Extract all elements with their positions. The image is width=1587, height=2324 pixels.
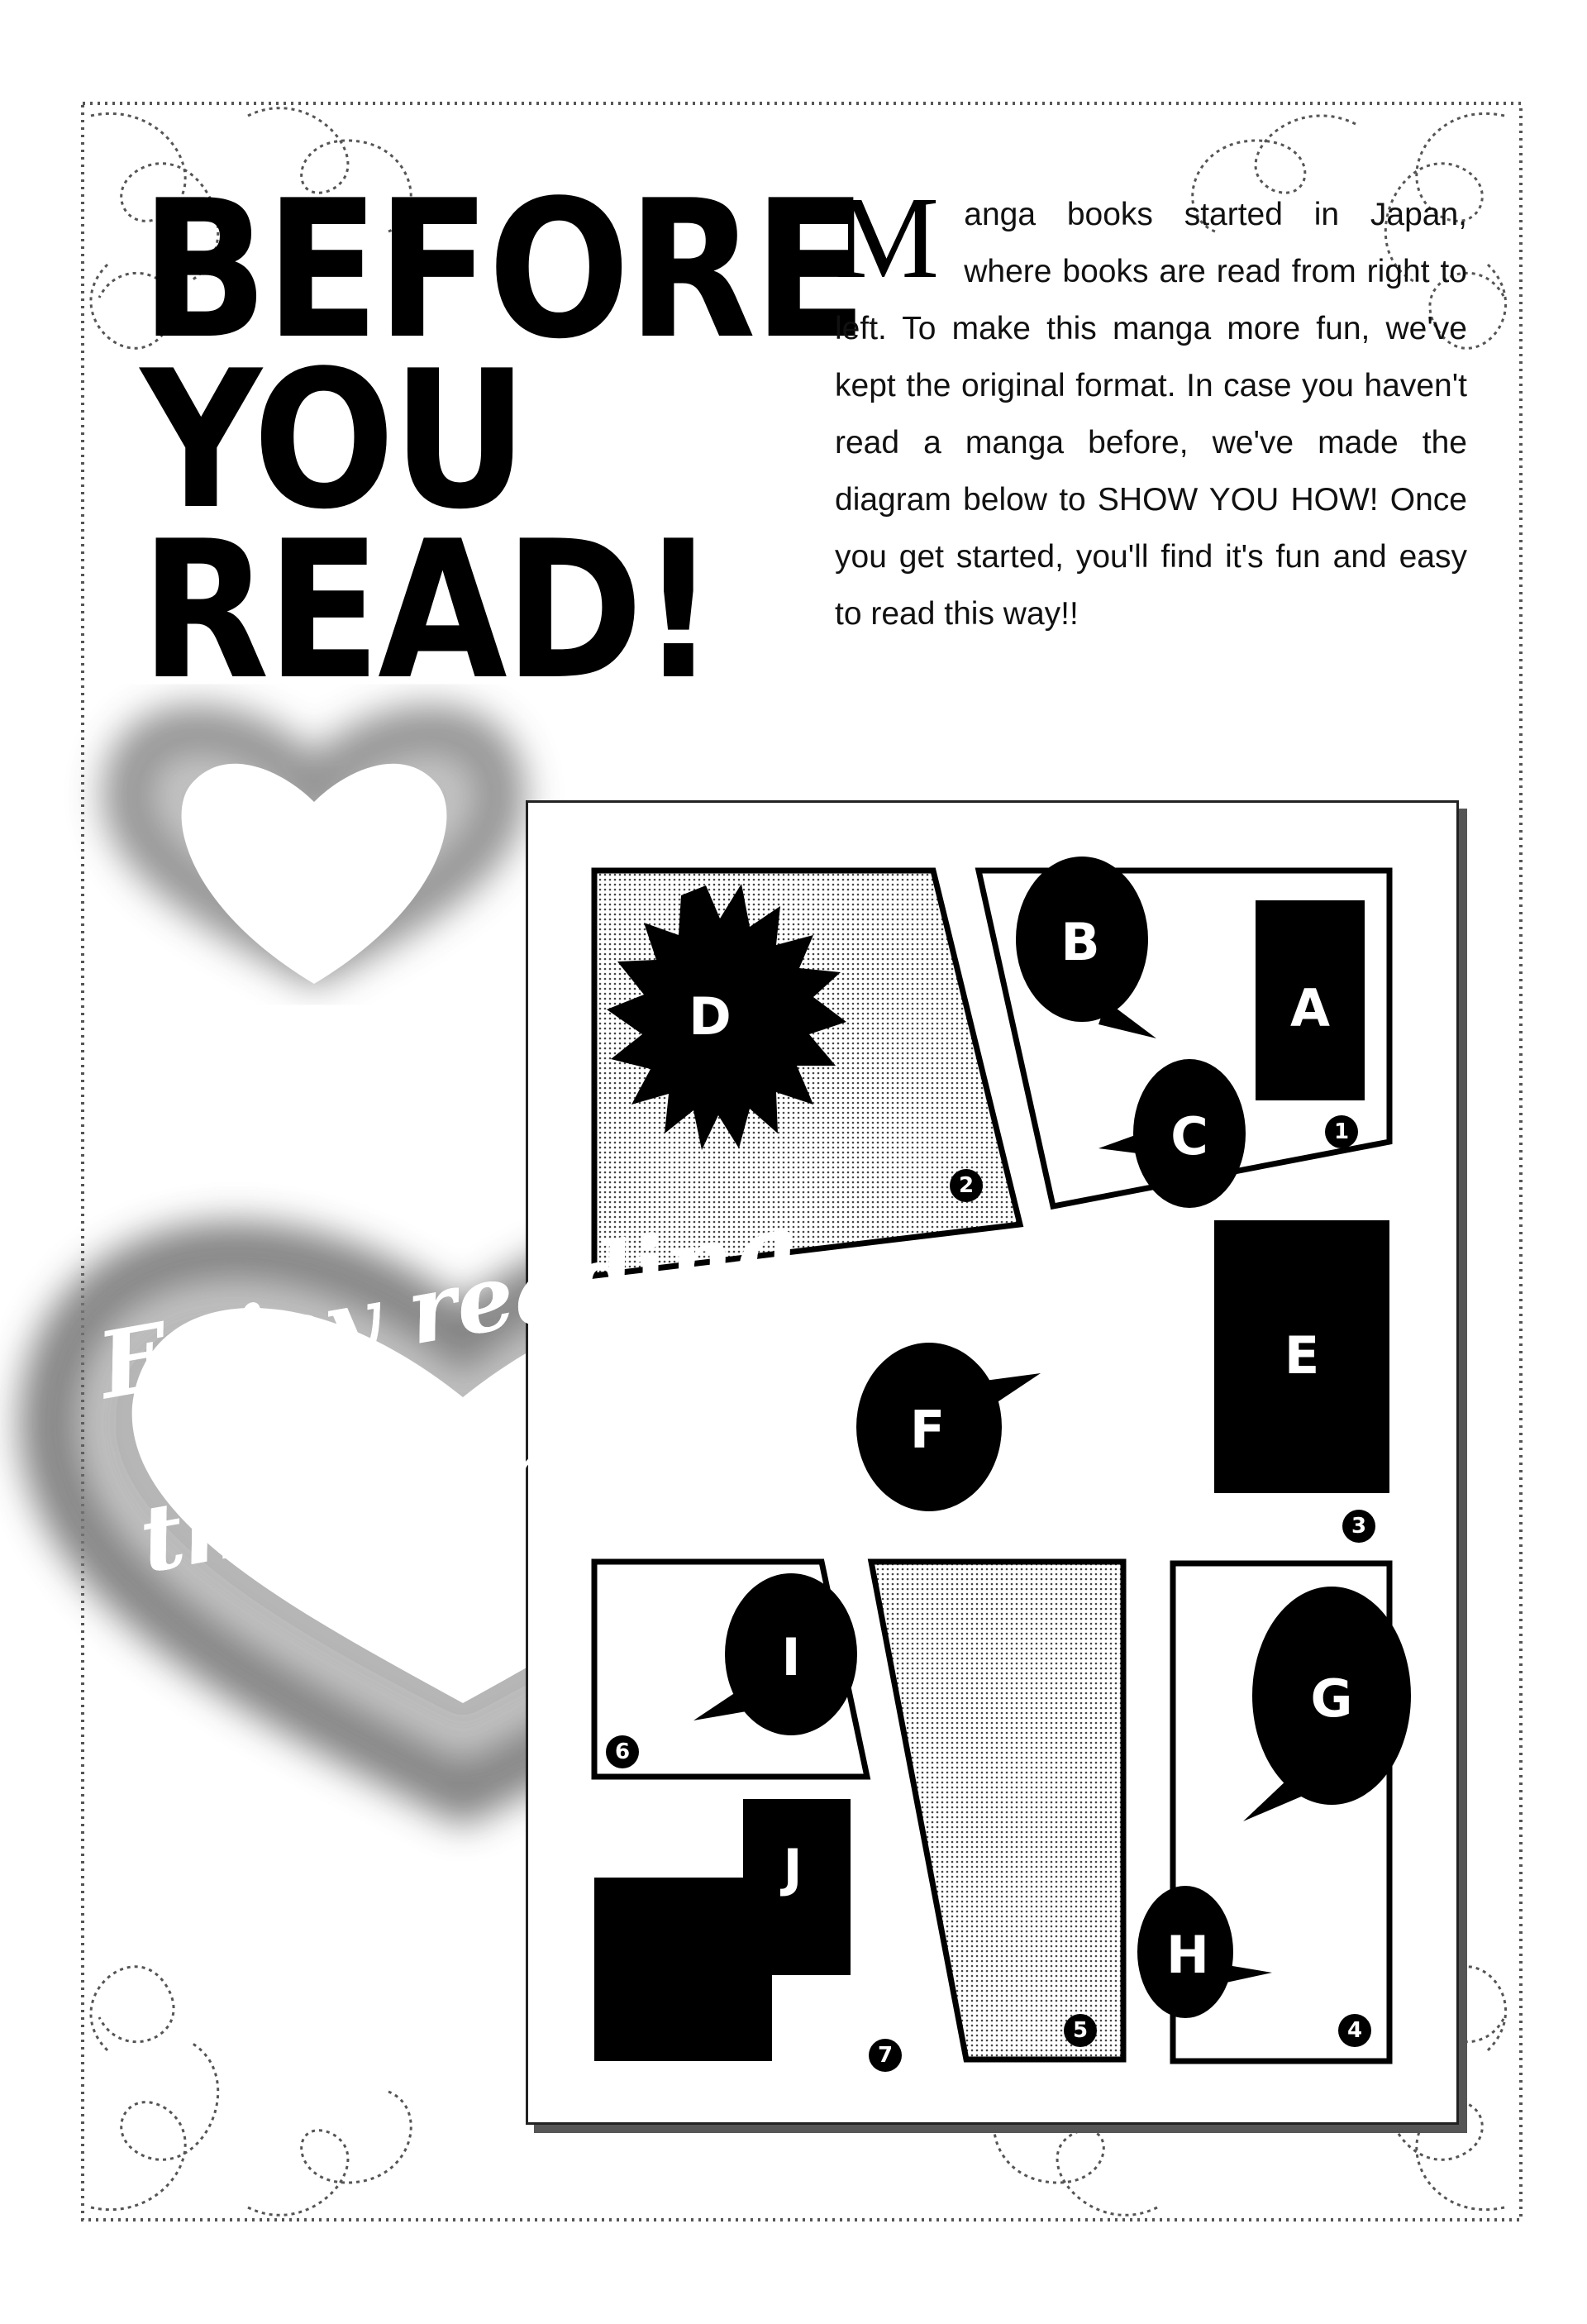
balloon-g-label: G — [1310, 1668, 1353, 1729]
intro-paragraph — [835, 172, 1467, 642]
heart-small — [128, 730, 501, 984]
balloon-f-label: F — [909, 1400, 946, 1460]
panel-number-7: 7 — [869, 2039, 902, 2072]
balloon-e-label: E — [1284, 1325, 1320, 1386]
panel-number-3: 3 — [1342, 1510, 1375, 1543]
title-line-read: READ! — [141, 501, 714, 722]
intro-text: anga books started in Japan, where books are read from right to left. To make this manga more fun, we've kept the original format. In case you haven't read a manga before, we've made the diagram below to SHOW YOU HOW! Once you get started, you'll find it's fun and easy to read this way!! — [835, 197, 1467, 632]
slogan-line-2: the Comics — [132, 1389, 711, 1594]
balloon-j-label: J — [783, 1838, 803, 1898]
balloon-i-label: I — [781, 1627, 801, 1687]
panel-number-5: 5 — [1064, 2014, 1097, 2047]
panel-number-1: 1 — [1325, 1115, 1358, 1148]
title-line-before: BEFORE — [141, 160, 865, 381]
drop-cap: M — [835, 172, 940, 303]
panel-5 — [871, 1562, 1123, 2059]
title-line-you: YOU — [141, 331, 526, 551]
panel-number-6: 6 — [606, 1735, 639, 1768]
panel-number-2: 2 — [950, 1169, 983, 1202]
balloon-c-label: C — [1170, 1106, 1208, 1167]
enjoy-slogan — [83, 1191, 827, 1678]
page-title — [141, 160, 865, 722]
slogan-line-1: Enjoy reading — [91, 1191, 805, 1420]
panel-number-4: 4 — [1338, 2014, 1371, 2047]
balloon-a-label: A — [1290, 978, 1330, 1038]
balloon-d-label: D — [689, 986, 732, 1047]
balloon-h-label: H — [1166, 1925, 1209, 1985]
balloon-b-label: B — [1060, 912, 1100, 972]
intro-body — [835, 172, 1467, 642]
panel-7-balloon-j — [594, 1799, 851, 2061]
